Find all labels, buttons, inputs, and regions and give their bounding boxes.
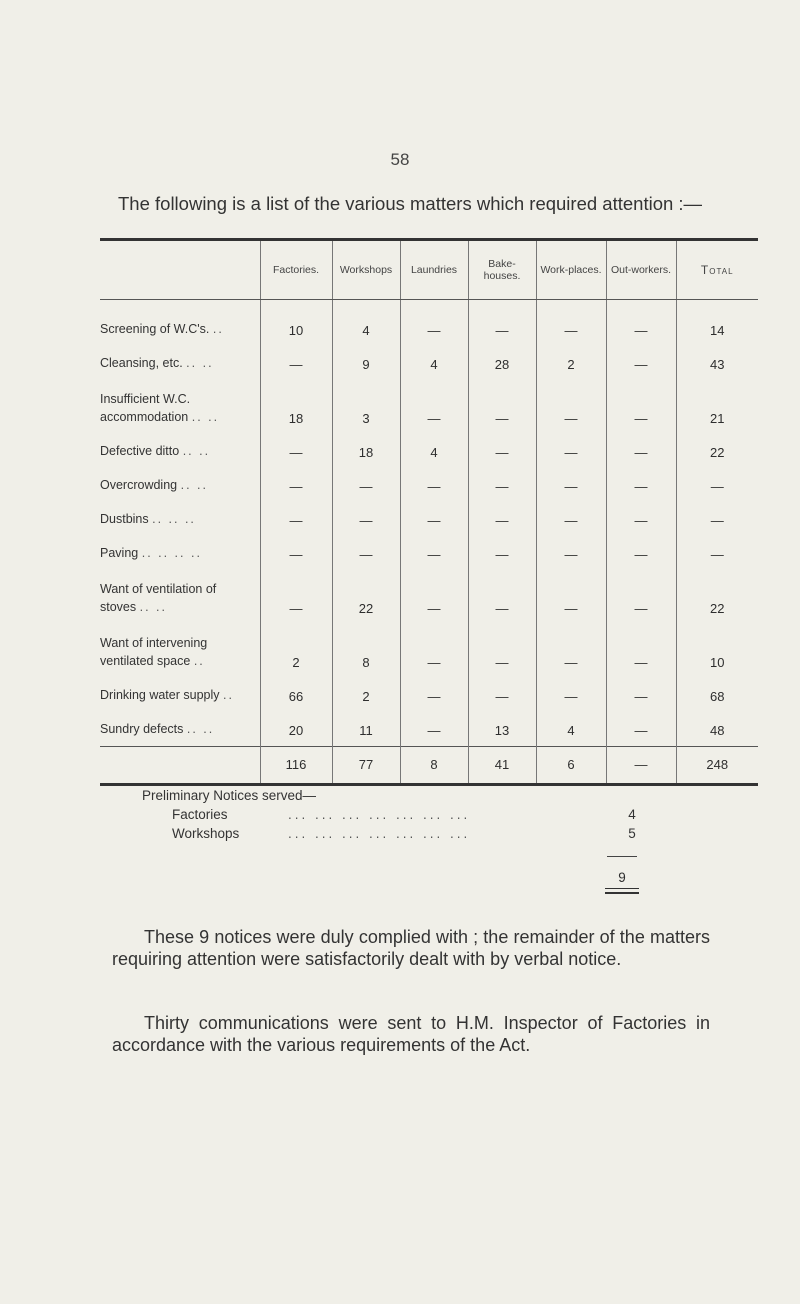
cell: — bbox=[468, 624, 536, 678]
sum-rule bbox=[607, 856, 637, 857]
table-row bbox=[100, 570, 758, 624]
cell: 48 bbox=[676, 712, 758, 747]
cell: — bbox=[606, 536, 676, 570]
item-value: 4 bbox=[628, 807, 636, 822]
cell: 3 bbox=[332, 380, 400, 434]
header-outworkers: Out-workers. bbox=[606, 240, 676, 300]
cell: — bbox=[606, 624, 676, 678]
cell: — bbox=[400, 678, 468, 712]
table-row bbox=[100, 300, 758, 347]
preliminary-heading: Preliminary Notices served— bbox=[142, 788, 317, 803]
header-bakehouses: Bake-houses. bbox=[468, 240, 536, 300]
cell: — bbox=[676, 502, 758, 536]
cell: — bbox=[468, 502, 536, 536]
cell: — bbox=[332, 502, 400, 536]
totals-row bbox=[100, 747, 758, 785]
row-label: Cleansing, etc. .. .. bbox=[100, 356, 214, 370]
dot-leader: ... ... ... ... ... ... ... bbox=[288, 807, 471, 822]
cell: 22 bbox=[676, 434, 758, 468]
paragraph-notices: These 9 notices were duly complied with ; the remainder of the matters requiring attention were satisfactorily dealt with by verbal notice. bbox=[112, 927, 710, 969]
paragraph-communications: Thirty communications were sent to H.M. Inspector of Factories in accordance with the various requirements of the Act. bbox=[112, 1013, 710, 1055]
list-item bbox=[142, 826, 642, 845]
cell: 2 bbox=[536, 346, 606, 380]
cell: 4 bbox=[536, 712, 606, 747]
table-row bbox=[100, 468, 758, 502]
cell: — bbox=[468, 380, 536, 434]
cell: 43 bbox=[676, 346, 758, 380]
cell: — bbox=[536, 468, 606, 502]
cell: — bbox=[332, 536, 400, 570]
cell: 4 bbox=[400, 434, 468, 468]
cell: — bbox=[400, 502, 468, 536]
cell: 4 bbox=[400, 346, 468, 380]
cell: 2 bbox=[260, 624, 332, 678]
cell: — bbox=[400, 712, 468, 747]
page-number: 58 bbox=[390, 150, 410, 169]
header-factories: Factories. bbox=[260, 240, 332, 300]
total-cell: 116 bbox=[260, 747, 332, 785]
cell: — bbox=[606, 570, 676, 624]
total-cell: 77 bbox=[332, 747, 400, 785]
cell: — bbox=[536, 434, 606, 468]
header-laundries: Laundries bbox=[400, 240, 468, 300]
row-label: Want of intervening ventilated space .. bbox=[100, 636, 208, 668]
cell: — bbox=[536, 380, 606, 434]
cell: 21 bbox=[676, 380, 758, 434]
cell: 18 bbox=[332, 434, 400, 468]
cell: — bbox=[606, 678, 676, 712]
cell: — bbox=[400, 536, 468, 570]
cell: — bbox=[606, 346, 676, 380]
total-cell: 41 bbox=[468, 747, 536, 785]
cell: — bbox=[260, 536, 332, 570]
matters-table bbox=[100, 238, 758, 786]
cell: — bbox=[606, 434, 676, 468]
table-header-row bbox=[100, 240, 758, 300]
cell: 10 bbox=[676, 624, 758, 678]
cell: 22 bbox=[332, 570, 400, 624]
header-total: Total bbox=[676, 240, 758, 300]
header-workshops: Workshops bbox=[332, 240, 400, 300]
cell: — bbox=[676, 468, 758, 502]
cell: — bbox=[606, 380, 676, 434]
cell: — bbox=[332, 468, 400, 502]
cell: — bbox=[260, 434, 332, 468]
cell: — bbox=[400, 570, 468, 624]
row-label: Paving .. .. .. .. bbox=[100, 546, 202, 560]
intro-text: The following is a list of the various matters which required attention :— bbox=[118, 193, 703, 214]
cell: — bbox=[260, 468, 332, 502]
double-rule bbox=[605, 888, 639, 894]
cell: 20 bbox=[260, 712, 332, 747]
row-label: Sundry defects .. .. bbox=[100, 722, 215, 736]
table-row bbox=[100, 434, 758, 468]
cell: 18 bbox=[260, 380, 332, 434]
table-row bbox=[100, 712, 758, 747]
row-label: Defective ditto .. .. bbox=[100, 444, 211, 458]
cell: — bbox=[260, 570, 332, 624]
cell: — bbox=[536, 502, 606, 536]
cell: — bbox=[676, 536, 758, 570]
cell: — bbox=[468, 300, 536, 347]
total-cell: 8 bbox=[400, 747, 468, 785]
item-name: Factories bbox=[172, 807, 228, 822]
row-label: Dustbins .. .. .. bbox=[100, 512, 196, 526]
totals-label bbox=[100, 747, 260, 785]
cell: — bbox=[468, 536, 536, 570]
cell: — bbox=[536, 536, 606, 570]
cell: — bbox=[468, 434, 536, 468]
table-row bbox=[100, 346, 758, 380]
preliminary-notices bbox=[142, 788, 642, 845]
row-label: Screening of W.C's. .. bbox=[100, 322, 224, 336]
cell: — bbox=[536, 678, 606, 712]
cell: 4 bbox=[332, 300, 400, 347]
cell: — bbox=[536, 300, 606, 347]
header-blank bbox=[100, 240, 260, 300]
row-label: Drinking water supply .. bbox=[100, 688, 234, 702]
cell: — bbox=[400, 380, 468, 434]
cell: 14 bbox=[676, 300, 758, 347]
cell: — bbox=[536, 624, 606, 678]
total-cell: — bbox=[606, 747, 676, 785]
table-row bbox=[100, 624, 758, 678]
cell: 2 bbox=[332, 678, 400, 712]
cell: — bbox=[400, 624, 468, 678]
cell: — bbox=[260, 502, 332, 536]
item-name: Workshops bbox=[172, 826, 240, 841]
cell: 10 bbox=[260, 300, 332, 347]
cell: 11 bbox=[332, 712, 400, 747]
total-cell: 6 bbox=[536, 747, 606, 785]
row-label: Want of ventilation of stoves .. .. bbox=[100, 582, 217, 614]
cell: 66 bbox=[260, 678, 332, 712]
cell: — bbox=[606, 300, 676, 347]
cell: — bbox=[400, 300, 468, 347]
cell: 9 bbox=[332, 346, 400, 380]
cell: — bbox=[468, 678, 536, 712]
row-label: Overcrowding .. .. bbox=[100, 478, 208, 492]
cell: — bbox=[606, 468, 676, 502]
preliminary-total: 9 bbox=[618, 870, 626, 885]
total-cell: 248 bbox=[676, 747, 758, 785]
cell: — bbox=[260, 346, 332, 380]
cell: 13 bbox=[468, 712, 536, 747]
cell: — bbox=[606, 502, 676, 536]
table-row bbox=[100, 536, 758, 570]
item-value: 5 bbox=[628, 826, 636, 841]
cell: — bbox=[400, 468, 468, 502]
cell: 22 bbox=[676, 570, 758, 624]
header-workplaces: Work-places. bbox=[536, 240, 606, 300]
cell: 8 bbox=[332, 624, 400, 678]
row-label: Insufficient W.C. accommodation .. .. bbox=[100, 392, 220, 424]
table-row bbox=[100, 678, 758, 712]
cell: — bbox=[468, 468, 536, 502]
table-row bbox=[100, 380, 758, 434]
dot-leader: ... ... ... ... ... ... ... bbox=[288, 826, 471, 841]
cell: 68 bbox=[676, 678, 758, 712]
list-item bbox=[142, 807, 642, 826]
cell: — bbox=[606, 712, 676, 747]
cell: — bbox=[468, 570, 536, 624]
cell: 28 bbox=[468, 346, 536, 380]
cell: — bbox=[536, 570, 606, 624]
table-row bbox=[100, 502, 758, 536]
